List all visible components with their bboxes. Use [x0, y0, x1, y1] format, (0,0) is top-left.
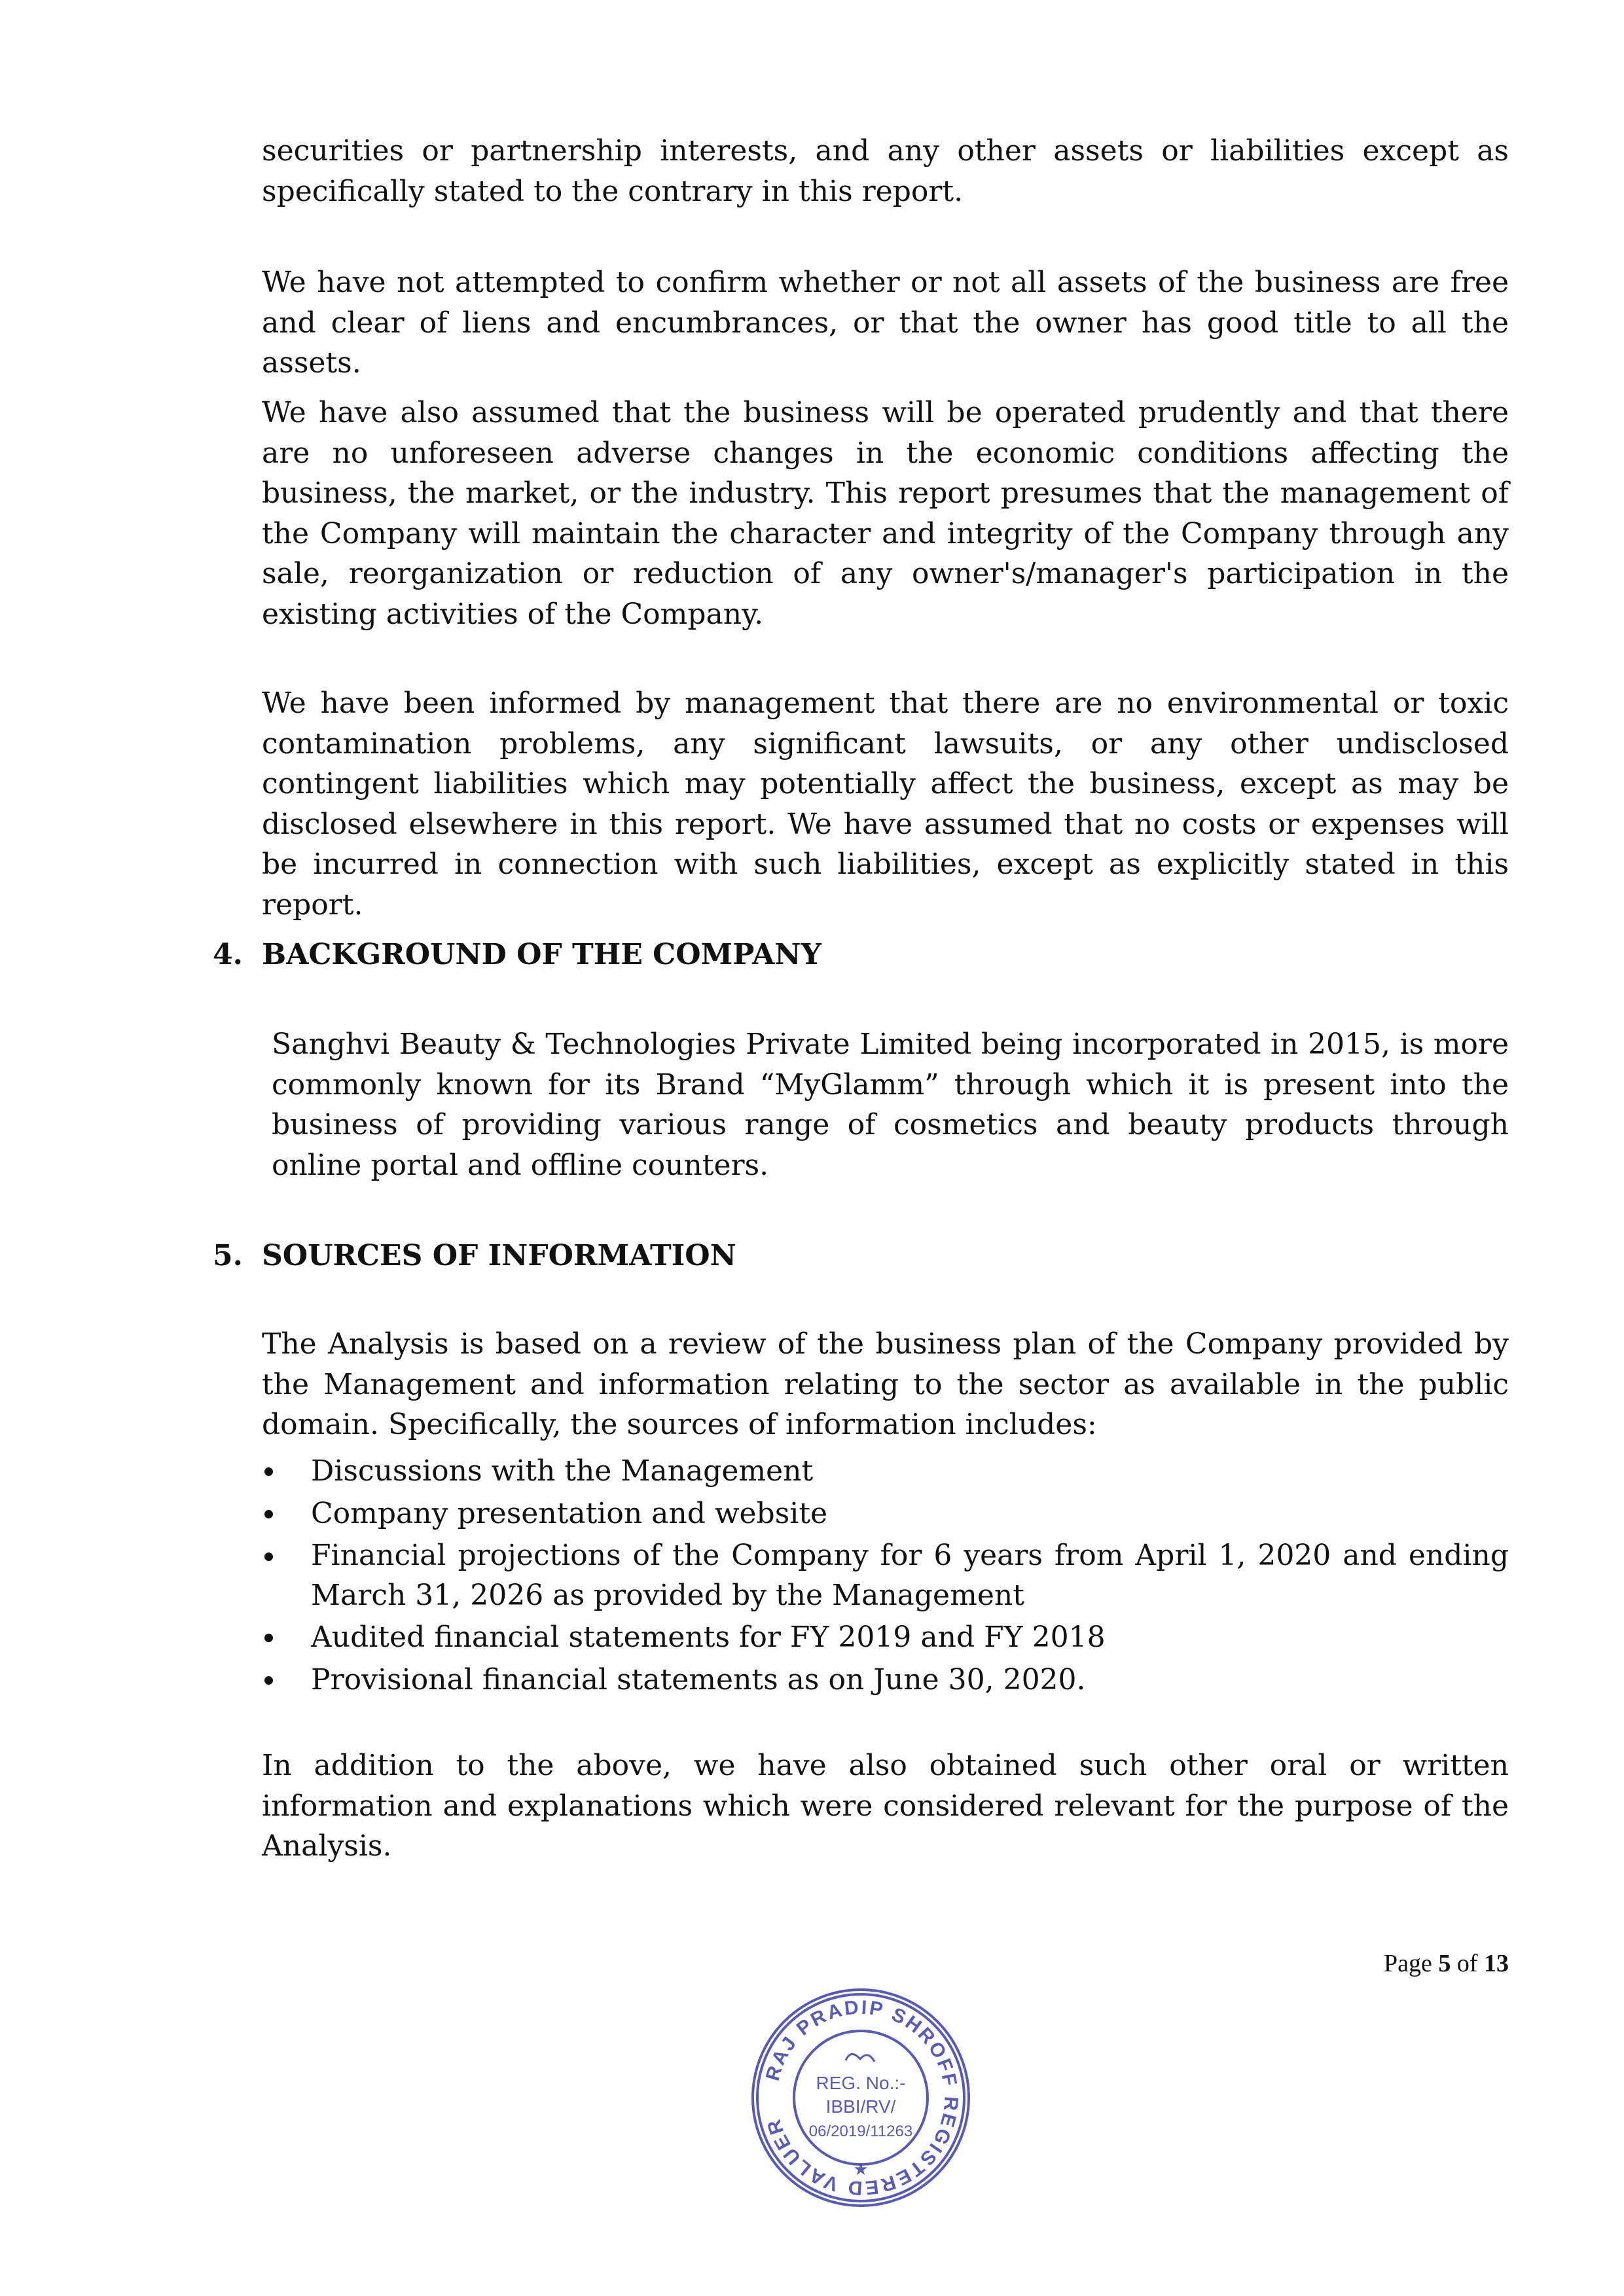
section-title: BACKGROUND OF THE COMPANY	[262, 938, 821, 971]
list-item: Audited financial statements for FY 2019 and FY 2018	[262, 1617, 1509, 1658]
paragraph-liabilities: We have been informed by management that there are no environmental or toxic contamination problems, any significant lawsuits, or any other undisclosed contingent liabilities which may potentially affect the business, except as may be disclosed elsewhere in this report. We have assumed that no costs or expenses will be incurred in connection with such liabilities, except as explicitly stated in this report.	[262, 687, 1509, 922]
paragraph-assumptions: We have also assumed that the business will be operated prudently and that there are no unforeseen adverse changes in the economic conditions affecting the business, the market, or the industry. This report presumes that the management of the Company will maintain the character and integrity of the Company through any sale, reorganization or reduction of any owner's/manager's participation in the existing activities of the Company.	[262, 396, 1509, 631]
paragraph-assets-title: We have not attempted to confirm whether or not all assets of the business are free and clear of liens and encumbrances, or that the owner has good title to all the assets.	[262, 266, 1509, 380]
stamp-ring-text: RAJ PRADIP SHROFF REGISTERED VALUER	[761, 1996, 962, 2199]
bullet-icon	[264, 1676, 273, 1685]
section-number: 5.	[213, 1239, 243, 1272]
sources-list	[262, 1450, 1509, 1702]
section-number: 4.	[213, 938, 243, 971]
paragraph-securities: securities or partnership interests, and any other assets or liabilities except as specifically stated to the contrary in this report.	[262, 134, 1509, 208]
section-title: SOURCES OF INFORMATION	[262, 1239, 736, 1272]
list-item: Discussions with the Management	[262, 1450, 1509, 1492]
registered-valuer-stamp	[746, 1983, 975, 2212]
list-item: Financial projections of the Company for 6 years from April 1, 2020 and ending March 31, 2026 as provided by the Management	[262, 1535, 1509, 1615]
bullet-icon	[264, 1552, 273, 1561]
bullet-icon	[264, 1467, 273, 1476]
stamp-line-2: IBBI/RV/	[825, 2096, 896, 2117]
bullet-icon	[264, 1510, 273, 1518]
paragraph-additional-info: In addition to the above, we have also obtained such other oral or written information and explanations which were considered relevant for the purpose of the Analysis.	[262, 1749, 1509, 1863]
svg-text:★: ★	[853, 2160, 869, 2179]
page-number: Page 5 of 13	[1383, 1950, 1509, 1977]
list-item: Provisional financial statements as on June 30, 2020.	[262, 1659, 1509, 1700]
paragraph-company-background: Sanghvi Beauty & Technologies Private Limited being incorporated in 2015, is more commonly known for its Brand “MyGlamm” through which it is present into the business of providing various range of cosmetics and beauty products through online portal and offline counters.	[272, 1028, 1509, 1182]
section-heading-background	[213, 935, 821, 975]
section-heading-sources	[213, 1236, 736, 1276]
stamp-line-3: 06/2019/11263	[808, 2123, 913, 2140]
paragraph-sources-intro: The Analysis is based on a review of the business plan of the Company provided by the Management and information relating to the sector as available in the public domain. Specifically, the sources of information includes:	[262, 1327, 1509, 1441]
list-item: Company presentation and website	[262, 1493, 1509, 1534]
signature-icon	[846, 2054, 875, 2062]
bullet-icon	[264, 1634, 273, 1642]
stamp-line-1: REG. No.:-	[816, 2073, 906, 2093]
